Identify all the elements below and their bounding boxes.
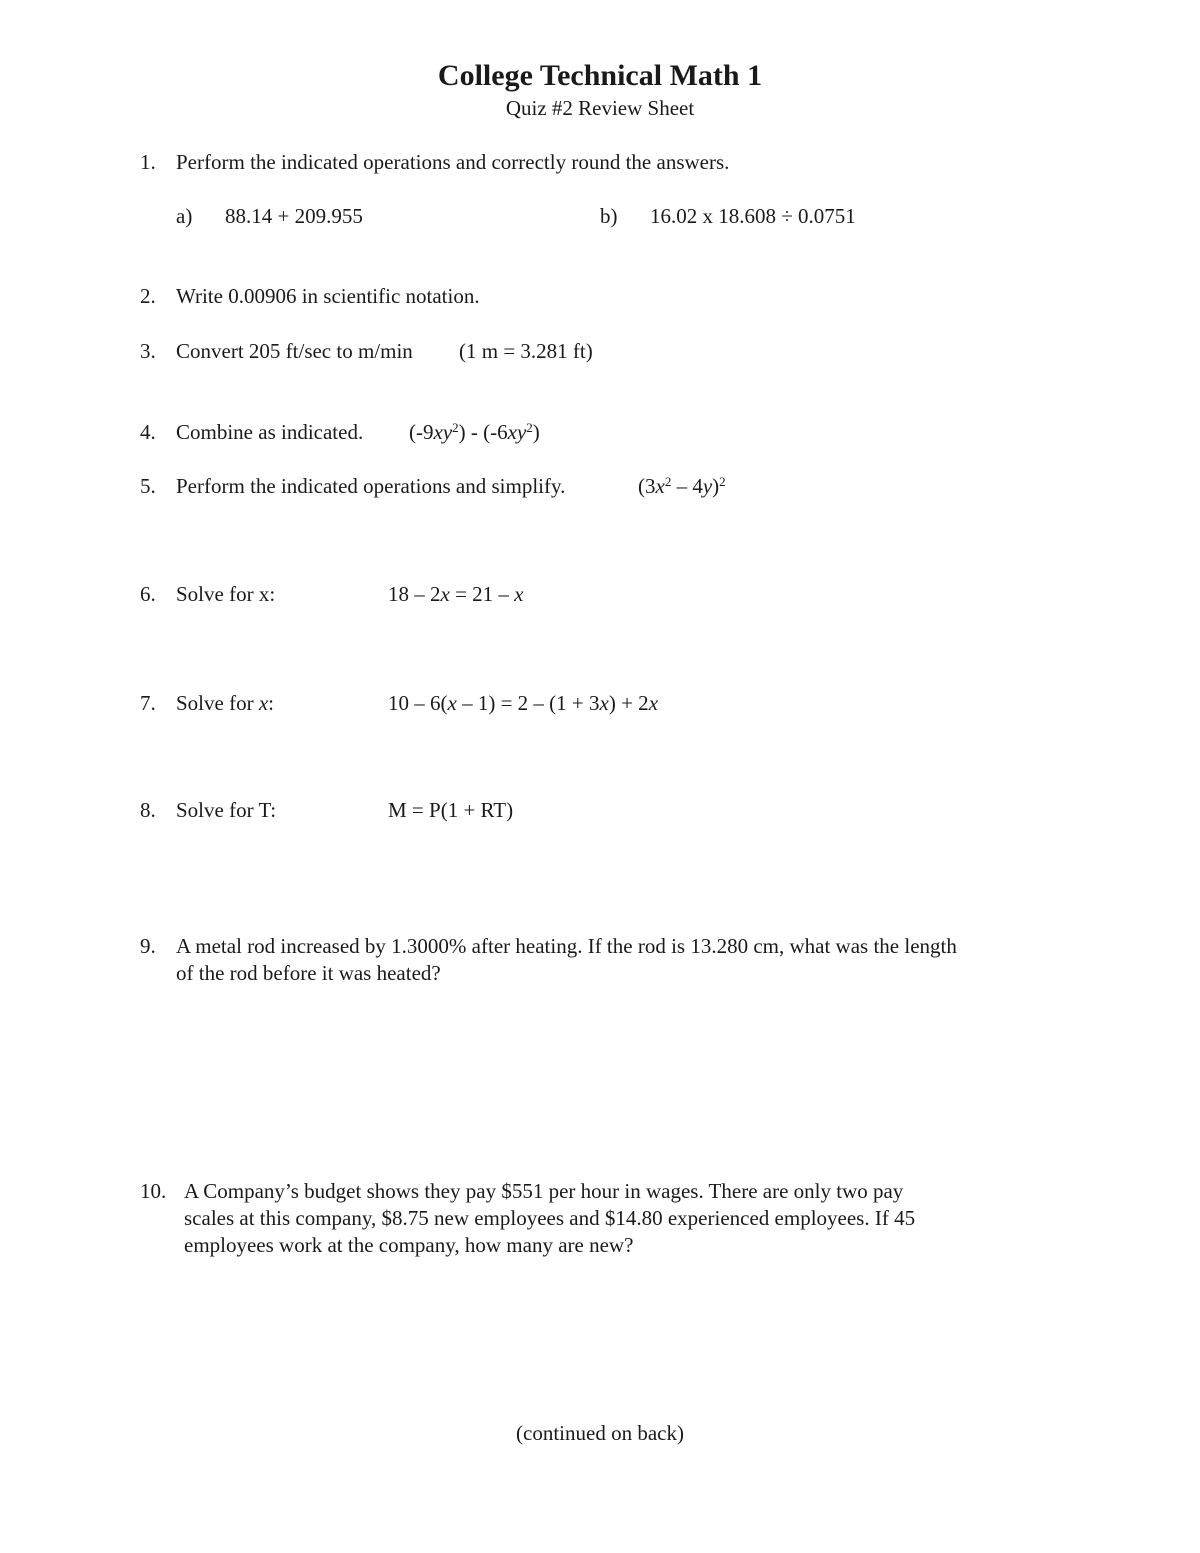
expr-exponent: 2 — [526, 419, 533, 435]
expr-variable: xy — [507, 420, 527, 444]
question-8-text: Solve for T: — [176, 798, 277, 822]
expr-variable: x — [599, 691, 609, 715]
page-subtitle: Quiz #2 Review Sheet — [505, 96, 695, 120]
question-9-line-2: of the rod before it was heated? — [176, 961, 441, 985]
expr-part: ) — [712, 474, 720, 498]
expr-variable: x — [447, 691, 457, 715]
question-5-text: Perform the indicated operations and simplify. — [176, 474, 566, 498]
question-6-text: Solve for x: — [176, 582, 276, 606]
question-3-number: 3. — [140, 339, 156, 363]
question-9-number: 9. — [140, 934, 156, 958]
expr-part: (-9 — [409, 420, 434, 444]
question-7-label-variable: x — [258, 691, 269, 715]
expr-part: ) — [532, 420, 540, 444]
expr-part: ) - (-6 — [458, 420, 508, 444]
expr-variable: xy — [433, 420, 453, 444]
question-1-text: Perform the indicated operations and correctly round the answers. — [176, 150, 730, 174]
expr-variable: x — [648, 691, 659, 715]
expr-variable: x — [655, 474, 665, 498]
expr-variable: y — [702, 474, 713, 498]
question-1b-expression: 16.02 x 18.608 ÷ 0.0751 — [650, 204, 856, 228]
question-6-equation — [388, 581, 524, 607]
question-8-number: 8. — [140, 798, 156, 822]
expr-exponent: 2 — [664, 473, 672, 489]
expr-exponent: 2 — [452, 419, 459, 435]
question-7-equation — [388, 690, 658, 716]
question-2-text: Write 0.00906 in scientific notation. — [176, 284, 480, 308]
question-7-number: 7. — [140, 691, 156, 715]
question-7-label: Solve for — [176, 691, 259, 715]
question-3-text: Convert 205 ft/sec to m/min — [176, 339, 413, 363]
page-title: College Technical Math 1 — [437, 59, 763, 92]
question-1a-expression: 88.14 + 209.955 — [225, 204, 363, 228]
expr-part: 10 – 6( — [388, 691, 448, 715]
question-9-line-1: A metal rod increased by 1.3000% after heating. If the rod is 13.280 cm, what was the length — [176, 934, 957, 958]
expr-part: (3 — [638, 474, 656, 498]
expr-part: – 1) = 2 – (1 + 3 — [456, 691, 600, 715]
expr-exponent: 2 — [719, 473, 726, 489]
continued-note: (continued on back) — [516, 1421, 684, 1445]
question-4-text: Combine as indicated. — [176, 420, 364, 444]
question-7-text — [176, 690, 274, 716]
expr-part: 18 – 2 — [388, 582, 441, 606]
question-5-expression — [638, 473, 726, 499]
question-4-number: 4. — [140, 420, 156, 444]
question-1b-label: b) — [600, 204, 618, 228]
expr-part: – 4 — [671, 474, 703, 498]
question-6-number: 6. — [140, 582, 156, 606]
question-10-line-2: scales at this company, $8.75 new employees and $14.80 experienced employees. If 45 — [184, 1206, 916, 1230]
expr-part: ) + 2 — [608, 691, 649, 715]
question-4-expression — [409, 419, 540, 445]
question-5-number: 5. — [140, 474, 156, 498]
question-1-number: 1. — [140, 150, 156, 174]
question-10-line-1: A Company’s budget shows they pay $551 per hour in wages. There are only two pay — [184, 1179, 904, 1203]
question-10-line-3: employees work at the company, how many are new? — [184, 1233, 634, 1257]
question-2-number: 2. — [140, 284, 156, 308]
question-3-conversion-note: (1 m = 3.281 ft) — [459, 339, 593, 363]
question-7-label-colon: : — [268, 691, 274, 715]
expr-variable: x — [514, 582, 524, 606]
question-8-equation: M = P(1 + RT) — [388, 798, 514, 822]
expr-part: = 21 – — [449, 582, 515, 606]
question-1a-label: a) — [176, 204, 193, 228]
question-10-number: 10. — [140, 1179, 167, 1203]
expr-variable: x — [440, 582, 450, 606]
